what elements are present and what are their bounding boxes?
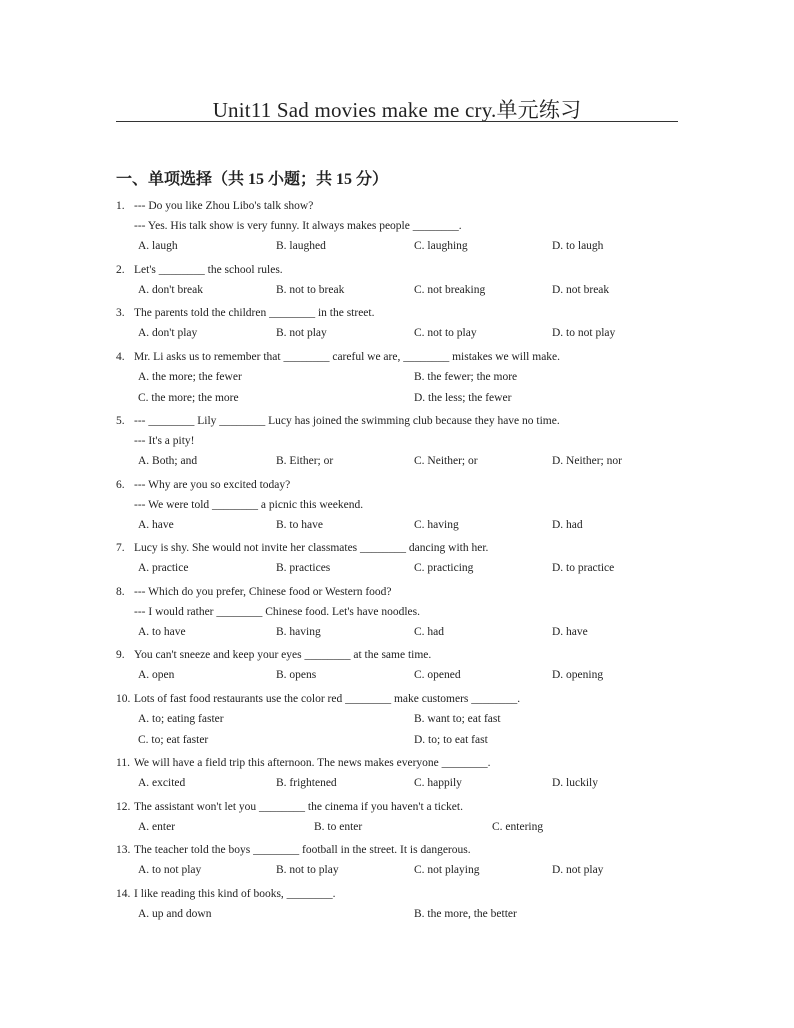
question-stem — [116, 475, 676, 495]
answer-option: B. frightened — [276, 777, 337, 789]
answer-option: A. open — [138, 669, 175, 681]
question-text: The teacher told the boys ________ football in the street. It is dangerous. — [134, 844, 471, 856]
question-number: 4. — [116, 350, 125, 363]
question-stem — [116, 753, 676, 773]
answer-option: D. not play — [552, 864, 604, 876]
question-item — [116, 196, 676, 260]
question-number: 6. — [116, 478, 125, 491]
question-item — [116, 689, 676, 754]
answer-options-row — [116, 622, 676, 643]
question-text: --- Do you like Zhou Libo's talk show? — [134, 200, 314, 212]
answer-option: B. the more, the better — [414, 907, 517, 920]
question-item — [116, 645, 676, 689]
answer-option: C. not to play — [414, 327, 477, 339]
answer-option: D. luckily — [552, 777, 598, 789]
answer-options-row — [116, 280, 676, 301]
question-item — [116, 260, 676, 304]
question-text: The assistant won't let you ________ the cinema if you haven't a ticket. — [134, 800, 463, 813]
question-item — [116, 797, 676, 841]
question-number: 8. — [116, 585, 125, 598]
answer-options-row — [116, 236, 676, 257]
question-text: --- It's a pity! — [134, 435, 195, 447]
answer-options-row — [116, 904, 676, 925]
question-stem — [116, 260, 676, 280]
question-item — [116, 753, 676, 797]
question-text: I like reading this kind of books, ________. — [134, 887, 336, 900]
question-item — [116, 884, 676, 928]
answer-option: C. practicing — [414, 562, 474, 574]
answer-option: D. Neither; nor — [552, 455, 622, 467]
question-text: You can't sneeze and keep your eyes ________ at the same time. — [134, 649, 432, 661]
answer-option: A. the more; the fewer — [138, 370, 242, 383]
question-dialogue-line — [116, 602, 676, 622]
answer-option: B. to have — [276, 518, 323, 531]
answer-options-row — [116, 817, 676, 838]
answer-option: A. Both; and — [138, 455, 198, 467]
answer-option: B. Either; or — [276, 455, 334, 467]
question-stem — [116, 840, 676, 860]
question-dialogue-line — [116, 431, 676, 451]
question-stem — [116, 303, 676, 323]
question-text: The parents told the children ________ in the street. — [134, 307, 375, 319]
question-number: 14. — [116, 887, 131, 900]
answer-option: C. not playing — [414, 864, 480, 876]
question-number: 12. — [116, 800, 131, 813]
answer-option: A. have — [138, 518, 174, 531]
question-stem — [116, 884, 676, 904]
question-number: 9. — [116, 649, 125, 661]
answer-option: A. to not play — [138, 864, 202, 876]
answer-option: A. up and down — [138, 907, 212, 920]
question-text: --- Why are you so excited today? — [134, 478, 291, 491]
answer-option: B. to enter — [314, 820, 363, 833]
answer-options-row — [116, 388, 676, 409]
answer-option: A. don't break — [138, 283, 203, 296]
answer-option: A. to; eating faster — [138, 712, 224, 725]
question-number: 11. — [116, 757, 130, 769]
answer-option: D. the less; the fewer — [414, 391, 512, 404]
question-text: --- I would rather ________ Chinese food. Let's have noodles. — [134, 605, 420, 618]
answer-option: D. opening — [552, 669, 604, 681]
question-stem — [116, 689, 676, 709]
question-number: 3. — [116, 307, 125, 319]
question-stem — [116, 347, 676, 367]
answer-option: D. to practice — [552, 562, 615, 574]
question-stem — [116, 645, 676, 665]
answer-option: C. having — [414, 518, 459, 531]
question-number: 13. — [116, 844, 131, 856]
answer-option: B. opens — [276, 669, 317, 681]
answer-option: A. enter — [138, 820, 176, 833]
answer-option: D. to; to eat fast — [414, 733, 488, 746]
answer-option: C. opened — [414, 669, 461, 681]
question-number: 5. — [116, 415, 125, 427]
answer-option: D. have — [552, 625, 588, 638]
answer-option: A. don't play — [138, 327, 198, 339]
answer-options-row — [116, 860, 676, 881]
answer-option: D. not break — [552, 283, 610, 296]
title-underline — [116, 121, 678, 122]
answer-options-row — [116, 367, 676, 388]
answer-option: C. to; eat faster — [138, 733, 209, 746]
question-item — [116, 582, 676, 646]
answer-option: B. not to break — [276, 283, 345, 296]
document-title: Unit11 Sad movies make me cry.单元练习 — [212, 98, 582, 122]
answer-option: A. to have — [138, 625, 186, 638]
question-text: Lucy is shy. She would not invite her classmates ________ dancing with her. — [134, 542, 489, 554]
answer-option: B. want to; eat fast — [414, 712, 501, 725]
answer-option: B. not play — [276, 327, 327, 339]
question-item — [116, 475, 676, 539]
question-stem — [116, 196, 676, 216]
question-stem — [116, 411, 676, 431]
question-item — [116, 840, 676, 884]
answer-options-row — [116, 773, 676, 794]
answer-option: C. not breaking — [414, 283, 486, 296]
answer-options-row — [116, 730, 676, 751]
question-dialogue-line — [116, 495, 676, 515]
answer-option: C. the more; the more — [138, 391, 239, 404]
answer-option: B. the fewer; the more — [414, 370, 518, 383]
question-number: 7. — [116, 542, 125, 554]
answer-option: A. practice — [138, 562, 189, 574]
question-text: Lots of fast food restaurants use the color red ________ make customers ________. — [134, 692, 521, 705]
question-item — [116, 347, 676, 412]
question-text: Mr. Li asks us to remember that ________ careful we are, ________ mistakes we will make. — [134, 350, 561, 363]
answer-options-row — [116, 558, 676, 579]
answer-option: C. entering — [492, 820, 544, 833]
question-item — [116, 303, 676, 347]
section-heading: 一、单项选择（共 15 小题；共 15 分） — [116, 171, 389, 188]
answer-option: B. not to play — [276, 864, 339, 876]
answer-option: D. had — [552, 518, 583, 531]
answer-option: B. laughed — [276, 240, 326, 252]
question-item — [116, 411, 676, 475]
question-list — [116, 196, 676, 927]
answer-option: C. had — [414, 625, 445, 638]
question-number: 2. — [116, 263, 125, 276]
answer-options-row — [116, 709, 676, 730]
answer-option: C. Neither; or — [414, 455, 478, 467]
question-number: 10. — [116, 692, 131, 705]
answer-options-row — [116, 665, 676, 686]
answer-option: A. laugh — [138, 240, 178, 252]
question-text: We will have a field trip this afternoon. The news makes everyone ________. — [134, 757, 491, 769]
question-text: --- Which do you prefer, Chinese food or Western food? — [134, 585, 392, 598]
question-text: --- We were told ________ a picnic this weekend. — [134, 498, 364, 511]
answer-option: C. happily — [414, 777, 462, 789]
answer-option: B. practices — [276, 562, 331, 574]
question-item — [116, 538, 676, 582]
answer-option: A. excited — [138, 777, 186, 789]
answer-options-row — [116, 515, 676, 536]
answer-option: D. to laugh — [552, 240, 604, 252]
answer-option: D. to not play — [552, 327, 616, 339]
question-text: --- ________ Lily ________ Lucy has joined the swimming club because they have no time. — [134, 415, 560, 427]
question-text: --- Yes. His talk show is very funny. It always makes people ________. — [134, 220, 462, 232]
question-text: Let's ________ the school rules. — [134, 263, 283, 276]
question-number: 1. — [116, 200, 125, 212]
answer-options-row — [116, 323, 676, 344]
question-stem — [116, 797, 676, 817]
answer-option: B. having — [276, 625, 321, 638]
question-dialogue-line — [116, 216, 676, 236]
question-stem — [116, 538, 676, 558]
answer-option: C. laughing — [414, 240, 468, 252]
answer-options-row — [116, 451, 676, 472]
question-stem — [116, 582, 676, 602]
